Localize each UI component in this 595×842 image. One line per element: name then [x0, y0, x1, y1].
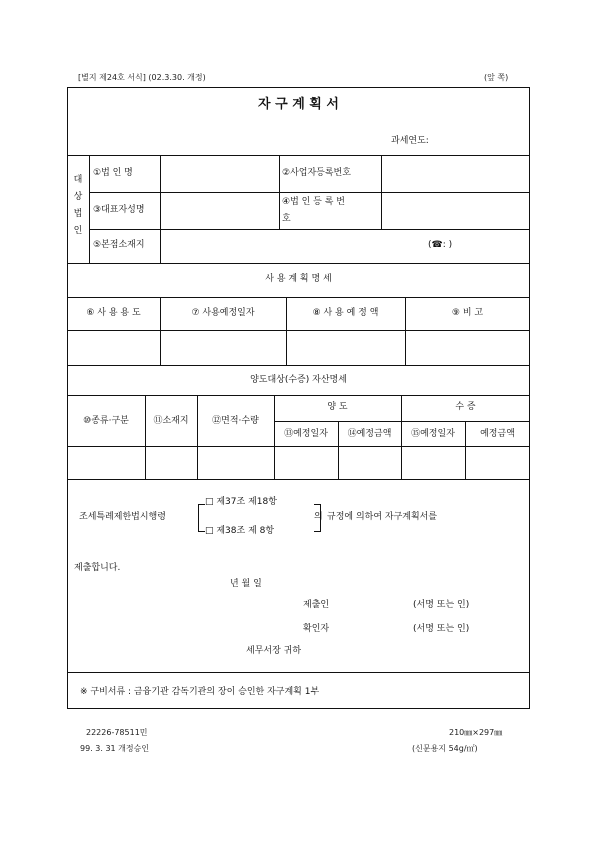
vline-use-3: [405, 297, 406, 365]
target-group-label: 대 상 법 인: [73, 175, 83, 236]
decree-option-38[interactable]: □ 제38조 제 8항: [205, 526, 275, 536]
decree-law-text: 조세특례제한법시행령: [79, 512, 166, 522]
corp-name-label: ①법 인 명: [93, 168, 133, 178]
divider-row2: [89, 229, 530, 230]
decree-suffix: 의: [314, 512, 323, 522]
approval-date: 99. 3. 31 개정승인: [80, 744, 150, 753]
use-purpose-header: ⑥ 사 용 용 도: [86, 308, 141, 318]
vline-target-group: [89, 155, 90, 263]
use-amount-header: ⑧ 사 용 예 정 액: [312, 308, 379, 318]
transfer-date-header: ⑬예정일자: [284, 429, 328, 439]
biz-reg-label: ②사업자등록번호: [282, 168, 351, 178]
decree-provision-text: 규정에 의하여 자구계획서를: [327, 512, 438, 522]
recipient-label: 세무서장 귀하: [246, 646, 302, 656]
vline-target-mid2: [381, 155, 382, 229]
receive-date-header: ⑮예정일자: [411, 429, 455, 439]
divider-use-title: [67, 297, 530, 298]
submit-text: 제출합니다.: [74, 563, 121, 573]
tax-year-label: 과세연도:: [391, 136, 429, 146]
vline-asset-2: [197, 395, 198, 479]
receive-header: 수 증: [455, 402, 476, 412]
submitter-sign: (서명 또는 인): [413, 600, 470, 610]
use-remarks-header: ⑨ 비 고: [451, 308, 484, 318]
use-plan-title: 사 용 계 획 명 세: [265, 274, 332, 284]
transfer-amount-header: ⑭예정금액: [347, 429, 392, 439]
divider-asset-end: [67, 479, 530, 480]
form-code: 22226-78511민: [86, 728, 148, 737]
vline-use-1: [160, 297, 161, 365]
corp-reg-label-cont: 호: [282, 214, 291, 224]
asset-section-title: 양도대상(수증) 자산명세: [250, 375, 347, 385]
transfer-header: 양 도: [327, 402, 348, 412]
page-side-label: (앞 쪽): [484, 73, 509, 82]
footnote: ※ 구비서류 : 금융기관 감독기관의 장이 승인한 자구계획 1부: [80, 687, 320, 697]
paper-size: 210㎜×297㎜: [449, 728, 503, 737]
divider-target-end: [67, 263, 530, 264]
divider-footnote: [67, 672, 530, 673]
hq-address-label: ⑤본점소재지: [93, 240, 145, 250]
form-frame: [67, 87, 530, 709]
divider-asset-title: [67, 395, 530, 396]
left-bracket: [198, 504, 205, 532]
vline-target-label: [160, 155, 161, 263]
divider-asset-header: [67, 446, 530, 447]
divider-title: [67, 155, 530, 156]
receive-amount-header: 예정금액: [480, 429, 515, 439]
paper-type: (신문용지 54g/㎡): [412, 744, 478, 753]
divider-asset-sub: [274, 421, 530, 422]
form-reference: [별지 제24호 서식] (02.3.30. 개정): [78, 73, 206, 82]
divider-use-header: [67, 330, 530, 331]
submitter-label: 제출인: [303, 600, 330, 610]
divider-row1: [89, 192, 530, 193]
vline-asset-1: [145, 395, 146, 479]
asset-type-header: ⑩종류·구분: [83, 416, 129, 426]
confirmer-sign: (서명 또는 인): [413, 624, 470, 634]
submit-date: 년 월 일: [230, 579, 262, 589]
asset-area-header: ⑫면적·수량: [212, 416, 259, 426]
vline-use-2: [286, 297, 287, 365]
asset-location-header: ⑪소재지: [153, 416, 189, 426]
form-title: 자 구 계 획 서: [258, 97, 339, 112]
divider-use-end: [67, 365, 530, 366]
phone-label: (☎: ): [428, 240, 453, 250]
confirmer-label: 확인자: [303, 624, 330, 634]
rep-name-label: ③대표자성명: [93, 205, 145, 215]
corp-reg-label: ④법 인 등 록 번: [282, 197, 345, 207]
vline-target-mid: [279, 155, 280, 229]
use-date-header: ⑦ 사용예정일자: [191, 308, 255, 318]
decree-option-37[interactable]: □ 제37조 제18항: [205, 497, 277, 507]
